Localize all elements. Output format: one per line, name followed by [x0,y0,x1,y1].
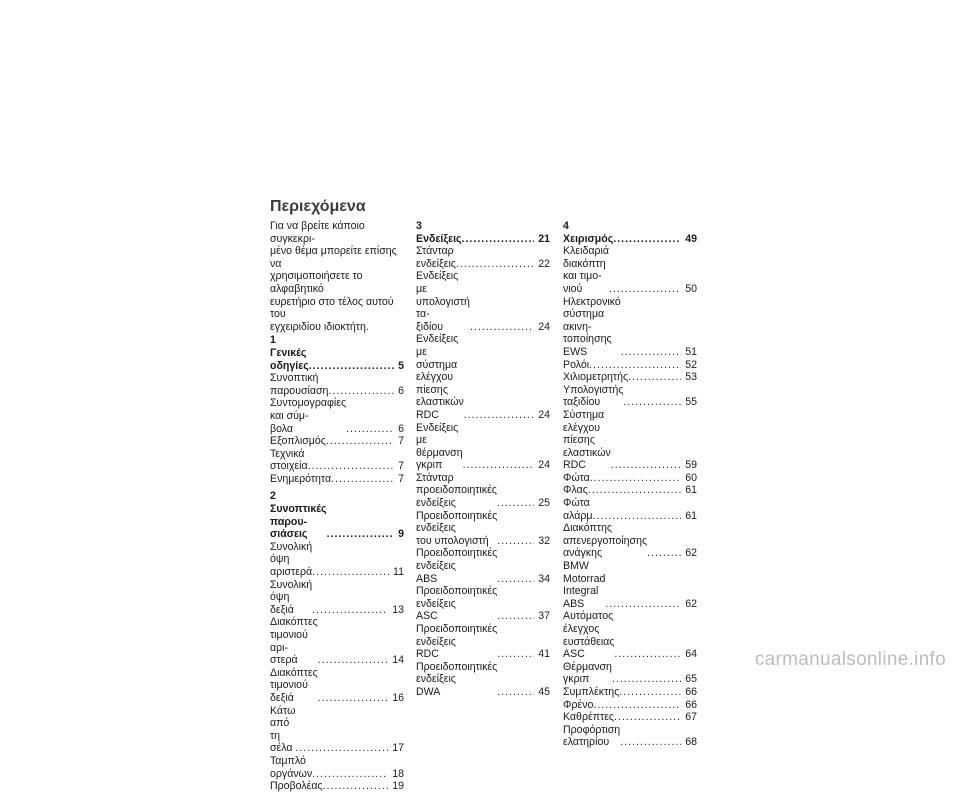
toc-entry-title: Ρολόι [563,358,590,371]
leader-dots [609,283,681,296]
leader-dots [462,233,535,246]
toc-entry-title: Ενδείξεις με υπολογιστή τα- ξιδίου [416,270,470,333]
toc-entry[interactable] [416,547,550,585]
toc-entry-title: Υπολογιστής ταξιδίου [563,383,624,409]
toc-entry[interactable] [563,359,697,372]
toc-entry[interactable] [270,755,404,780]
toc-page-number: 64 [685,648,697,661]
toc-entry-title: Συνοπτική παρουσίαση [270,372,329,397]
toc-page-number: 24 [538,408,550,421]
leader-dots [647,547,681,560]
toc-page-number: 61 [685,484,697,497]
toc-page-number: 45 [538,685,550,698]
intro-text: Για να βρείτε κάποιο συγκεκρι- μένο θέμα μπορείτε επίσης να χρησιμοποιήσετε το αλφαβητικό ευρετήριο στο τέλος αυτού του εγχειριδίου ιδιοκτήτη. [270,220,397,333]
toc-entry-title: Στάνταρ προειδοποιητικές ενδείξεις [416,471,497,510]
toc-page-number: 60 [685,471,697,484]
leader-dots [619,686,681,699]
toc-entry-title: Συμπλέκτης [563,685,620,698]
toc-page-number: 66 [685,685,697,698]
toc-entry[interactable] [563,484,697,497]
toc-entry-title: Διακόπτες τιμονιού δεξιά [270,666,318,704]
toc-page-number: 16 [392,691,404,704]
toc-entry-title: Ηλεκτρονικό σύστημα ακινη- τοποίησης EWS [563,295,621,358]
toc-page-number: 67 [685,711,697,724]
leader-dots [463,459,535,472]
toc-entry-title: Σύστημα ελέγχου πίεσης ελαστικών RDC [563,408,611,472]
toc-entry-title: Κλειδαριά διακόπτη και τιμο- νιού [563,245,609,295]
toc-page-number: 6 [398,384,404,397]
toc-page-number: 52 [685,358,697,371]
leader-dots [623,396,681,409]
leader-dots [588,484,681,497]
toc-column-2 [416,220,550,699]
leader-dots [318,692,388,705]
toc-entry[interactable] [416,510,550,548]
toc-entry[interactable] [270,616,404,666]
leader-dots [312,566,389,579]
toc-column-1 [270,220,404,793]
toc-entry-title: Τεχνικά στοιχεία [270,447,308,473]
toc-entry-title: 3 Ενδείξεις [416,220,462,245]
toc-entry[interactable] [563,296,697,359]
leader-dots [312,768,388,781]
leader-dots [614,648,681,661]
toc-entry[interactable] [563,610,697,660]
toc-entry-title: 1 Γενικές οδηγίες [270,334,309,372]
leader-dots [605,598,681,611]
leader-dots [318,654,388,667]
toc-entry[interactable] [563,686,697,699]
toc-entry[interactable] [416,422,550,472]
leader-dots [309,360,394,373]
toc-entry-title: Φρένο [563,698,594,711]
toc-page-number: 22 [538,257,550,270]
toc-entry-title: Ενημερότητα [270,472,332,485]
toc-entry-title: 4 Χειρισμός [563,220,614,245]
toc-entry[interactable] [270,448,404,473]
toc-entry[interactable] [563,384,697,409]
toc-entry[interactable] [563,497,697,522]
toc-entry-title: Κάτω από τη σέλα [270,704,296,755]
toc-page-number: 6 [398,422,404,435]
toc-entry[interactable] [563,409,697,472]
leader-dots [497,648,534,661]
toc-page-number: 53 [685,371,697,384]
toc-entry[interactable] [563,711,697,724]
toc-page-number: 61 [685,509,697,522]
leader-dots [497,573,534,586]
toc-page-number: 62 [685,547,697,560]
toc-entry-title: Συνολική όψη δεξιά [270,578,313,616]
toc-chapter-entry[interactable] [416,220,550,245]
leader-dots [327,528,395,541]
leader-dots [295,742,388,755]
toc-entry-title: Ενδείξεις με σύστημα ελέγχου πίεσης ελαστικών RDC [416,333,464,421]
toc-page-number: 5 [398,359,404,372]
leader-dots [308,460,395,473]
toc-entry-title: Προειδοποιητικές ενδείξεις ASC [416,585,498,623]
toc-entry-title: Θέρμανση γκριπ [563,660,612,686]
leader-dots [611,459,681,472]
toc-chapter-entry[interactable] [270,334,404,372]
toc-chapter-entry[interactable] [563,220,697,245]
toc-page-number: 7 [398,460,404,473]
leader-dots [590,472,681,485]
toc-page-number: 24 [538,320,550,333]
toc-entry[interactable] [270,579,404,617]
leader-dots [323,780,389,793]
toc-entry-title: Φώτα αλάρμ [563,497,593,522]
toc-page-number: 37 [538,610,550,623]
toc-entry-title: Συντομογραφίες και σύμ- βολα [270,397,347,435]
toc-entry-title: Προειδοποιητικές ενδείξεις του υπολογιστή [416,509,498,547]
leader-dots [497,535,534,548]
toc-entry[interactable] [416,333,550,421]
toc-entry-title: BMW Motorrad Integral ABS [563,560,606,610]
toc-entry[interactable] [563,245,697,295]
leader-dots [331,473,394,486]
toc-entry[interactable] [270,705,404,755]
toc-page-number: 66 [685,698,697,711]
toc-chapter-entry[interactable] [270,490,404,540]
leader-dots [497,497,534,510]
toc-page-number: 17 [392,742,404,755]
leader-dots [593,699,681,712]
leader-dots [497,686,534,699]
toc-entry-title: Καθρέπτες [563,711,615,724]
toc-entry-title: Προειδοποιητικές ενδείξεις RDC [416,623,498,661]
toc-entry[interactable] [563,699,697,712]
toc-entry-title: Προειδοποιητικές ενδείξεις DWA [416,660,498,698]
leader-dots [346,423,394,436]
leader-dots [593,510,682,523]
leader-dots [621,346,681,359]
toc-page-number: 49 [685,232,697,245]
toc-page-number: 7 [398,435,404,448]
leader-dots [328,385,394,398]
leader-dots [589,359,681,372]
toc-entry-title: Προφόρτιση ελατηρίου [563,723,621,749]
toc-page-number: 18 [392,767,404,780]
toc-entry[interactable] [270,667,404,705]
toc-page-number: 24 [538,459,550,472]
toc-entry-title: 2 Συνοπτικές παρου- σιάσεις [270,490,327,541]
toc-page-number: 51 [685,345,697,358]
toc-page-number: 9 [398,528,404,541]
toc-entry[interactable] [563,522,697,560]
toc-page-number: 25 [538,497,550,510]
page-title: Περιεχόμενα [270,198,366,215]
toc-entry[interactable] [270,372,404,397]
toc-page-number: 7 [398,472,404,485]
toc-entry-title: Ταμπλό οργάνων [270,754,313,780]
leader-dots [326,435,394,448]
toc-entry[interactable] [563,472,697,485]
toc-entry-title: Φλας [563,484,588,497]
toc-entry[interactable] [416,245,550,270]
toc-entry[interactable] [270,541,404,579]
toc-entry[interactable] [270,780,404,793]
leader-dots [464,409,534,422]
leader-dots [497,610,534,623]
toc-entry-title: Ενδείξεις με θέρμανση γκριπ [416,421,463,472]
toc-page-number: 19 [392,780,404,793]
toc-page-number: 68 [685,736,697,749]
leader-dots [613,233,681,246]
toc-entry-title: Αυτόματος έλεγχος ευστάθειας ASC [563,610,615,661]
leader-dots [620,736,681,749]
toc-page-number: 59 [685,459,697,472]
toc-page-number: 14 [392,654,404,667]
leader-dots [470,321,534,334]
toc-entry[interactable] [270,397,404,435]
toc-entry-title: Φώτα [563,471,590,484]
toc-entry-title: Εξοπλισμός [270,435,326,448]
toc-entry[interactable] [270,435,404,448]
toc-entry[interactable] [416,661,550,699]
leader-dots [312,604,388,617]
toc-page-number: 21 [538,232,550,245]
toc-entry-title: Διακόπτης απενεργοποίησης ανάγκης [563,522,648,560]
toc-entry[interactable] [563,560,697,610]
toc-page-number: 55 [685,396,697,409]
watermark: carmanualsonline.info [754,649,946,670]
toc-page-number: 50 [685,282,697,295]
toc-entry-title: Χιλιομετρητής [563,371,629,384]
toc-entry[interactable] [416,472,550,510]
toc-page-number: 13 [392,603,404,616]
leader-dots [614,711,681,724]
toc-entry-title: Στάνταρ ενδείξεις [416,245,456,270]
toc-entry[interactable] [270,473,404,486]
toc-page-number: 62 [685,597,697,610]
toc-page-number: 65 [685,673,697,686]
toc-entry-title: Προειδοποιητικές ενδείξεις ABS [416,547,498,585]
toc-entry-title: Διακόπτες τιμονιού αρι- στερά [270,616,318,667]
leader-dots [612,673,681,686]
toc-entry[interactable] [563,661,697,686]
toc-page-number: 11 [393,566,404,579]
toc-column-3 [563,220,697,749]
toc-page-number: 32 [538,534,550,547]
toc-page-number: 34 [538,572,550,585]
toc-entry[interactable] [416,585,550,623]
toc-entry[interactable] [563,724,697,749]
leader-dots [456,258,534,271]
leader-dots [628,371,681,384]
toc-entry[interactable] [563,371,697,384]
toc-entry[interactable] [416,270,550,333]
toc-page-number: 41 [538,648,550,661]
toc-entry[interactable] [416,623,550,661]
toc-entry-title: Προβολέας [270,780,323,793]
toc-entry-title: Συνολική όψη αριστερά [270,540,313,579]
